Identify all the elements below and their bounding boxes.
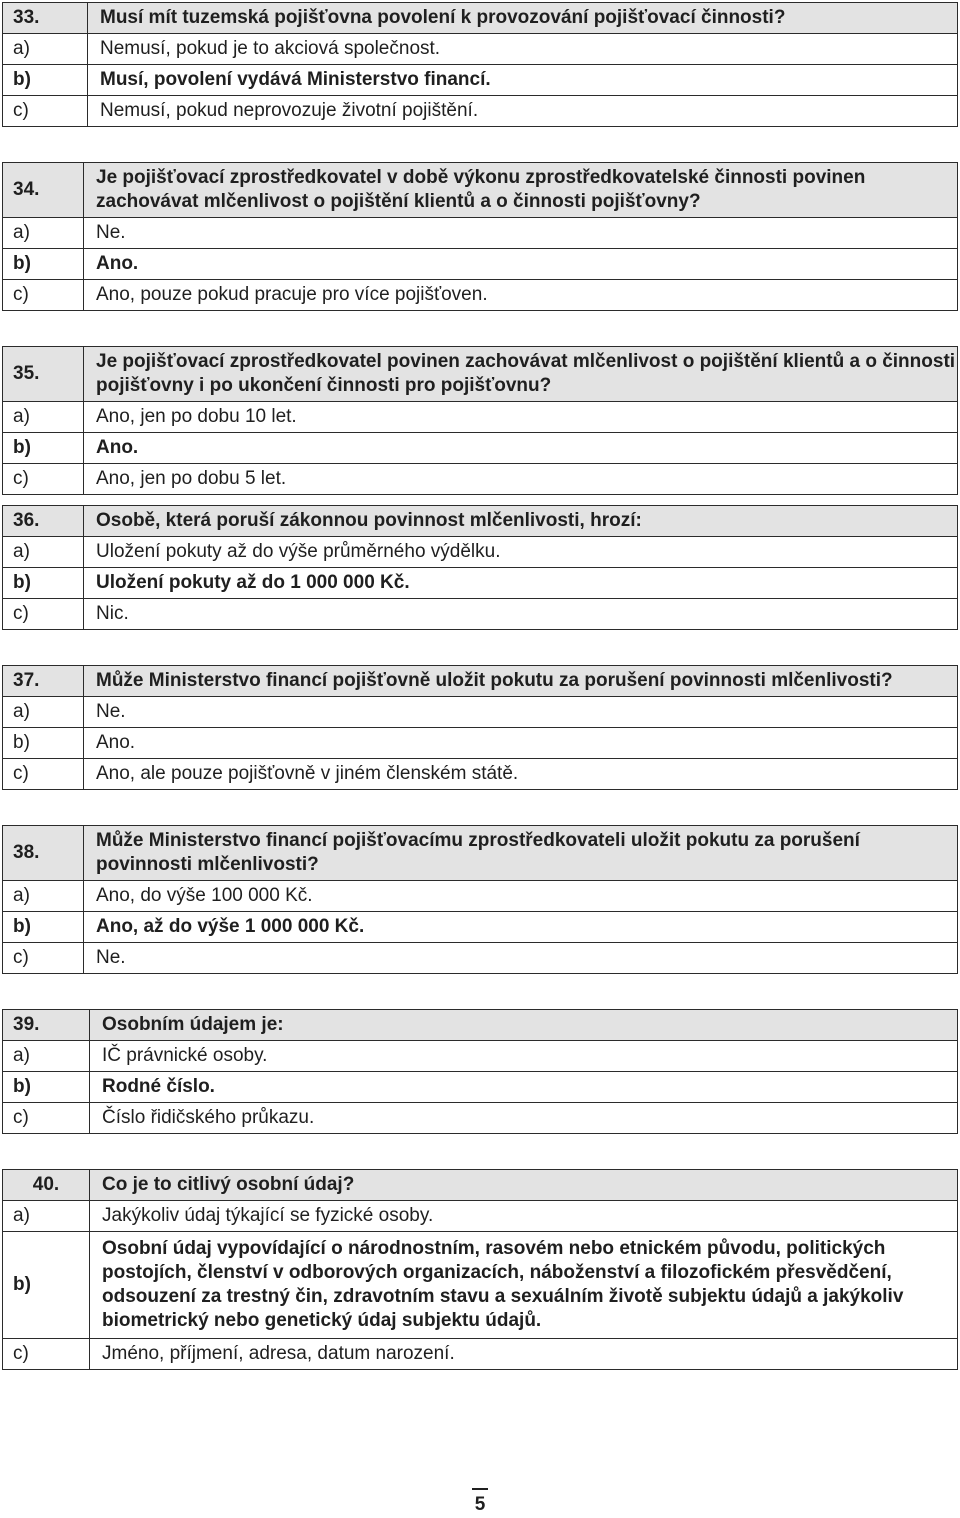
answer-label: b) [3, 1072, 90, 1103]
question-34 [2, 162, 958, 311]
answer-text: Ano, až do výše 1 000 000 Kč. [84, 912, 958, 943]
question-number: 36. [3, 506, 84, 537]
answer-row [3, 464, 958, 495]
answer-row [3, 1041, 958, 1072]
answer-text: Nemusí, pokud je to akciová společnost. [88, 34, 958, 65]
answer-label: a) [3, 1041, 90, 1072]
answer-row [3, 96, 958, 127]
answer-text: Rodné číslo. [90, 1072, 958, 1103]
answer-label: c) [3, 96, 88, 127]
answer-label: c) [3, 1339, 90, 1370]
answer-label: a) [3, 1201, 90, 1232]
question-39 [2, 1009, 958, 1134]
answer-row [3, 759, 958, 790]
question-text: Je pojišťovací zprostředkovatel v době výkonu zprostředkovatelské činnosti povinen zachovávat mlčenlivost o pojištění klientů a o činnosti pojišťovny? [84, 163, 958, 218]
answer-label: a) [3, 402, 84, 433]
answer-label: c) [3, 759, 84, 790]
question-row [3, 666, 958, 697]
answer-row [3, 943, 958, 974]
question-number: 39. [3, 1010, 90, 1041]
question-number: 34. [3, 163, 84, 218]
answer-row [3, 280, 958, 311]
answer-row [3, 218, 958, 249]
answer-text: Uložení pokuty až do 1 000 000 Kč. [84, 568, 958, 599]
question-35 [2, 346, 958, 495]
answer-label: b) [3, 1232, 90, 1339]
answer-row-correct [3, 433, 958, 464]
answer-text: Ne. [84, 943, 958, 974]
answer-row [3, 1103, 958, 1134]
question-row [3, 163, 958, 218]
answer-row-correct [3, 1232, 958, 1339]
answer-text: Nemusí, pokud neprovozuje životní pojištění. [88, 96, 958, 127]
question-row [3, 1010, 958, 1041]
answer-label: b) [3, 912, 84, 943]
answer-label: c) [3, 599, 84, 630]
question-number: 35. [3, 347, 84, 402]
page-number: 5 [474, 1494, 486, 1515]
answer-row [3, 697, 958, 728]
answer-row-correct [3, 912, 958, 943]
question-text: Osobě, která poruší zákonnou povinnost mlčenlivosti, hrozí: [84, 506, 958, 537]
answer-label: b) [3, 728, 84, 759]
answer-label: a) [3, 537, 84, 568]
answer-row [3, 881, 958, 912]
answer-row [3, 34, 958, 65]
question-text: Může Ministerstvo financí pojišťovacímu zprostředkovateli uložit pokutu za porušení povinnosti mlčenlivosti? [84, 826, 958, 881]
answer-row-correct [3, 249, 958, 280]
answer-text: Musí, povolení vydává Ministerstvo financí. [88, 65, 958, 96]
answer-text: Ne. [84, 697, 958, 728]
answer-text: IČ právnické osoby. [90, 1041, 958, 1072]
question-text: Je pojišťovací zprostředkovatel povinen zachovávat mlčenlivost o pojištění klientů a o činnosti pojišťovny i po ukončení činnosti pro pojišťovnu? [84, 347, 958, 402]
question-text: Co je to citlivý osobní údaj? [90, 1170, 958, 1201]
answer-text: Osobní údaj vypovídající o národnostním, rasovém nebo etnickém původu, politických postojích, členství v odborových organizacích, náboženství a filozofickém přesvědčení, odsouzení za trestný čin, zdravotním stavu a sexuálním životě subjektu údajů a jakýkoliv biometrický nebo genetický údaj subjektu údajů. [90, 1232, 958, 1339]
answer-text: Nic. [84, 599, 958, 630]
answer-row-correct [3, 568, 958, 599]
answer-label: b) [3, 568, 84, 599]
question-33 [2, 2, 958, 127]
answer-text: Ne. [84, 218, 958, 249]
page-number-rule [472, 1488, 488, 1490]
answer-row-correct [3, 65, 958, 96]
answer-label: c) [3, 280, 84, 311]
answer-label: a) [3, 34, 88, 65]
answer-label: c) [3, 943, 84, 974]
answer-row [3, 1339, 958, 1370]
answer-text: Ano, ale pouze pojišťovně v jiném členském státě. [84, 759, 958, 790]
question-37 [2, 665, 958, 790]
question-number: 33. [3, 3, 88, 34]
question-number: 37. [3, 666, 84, 697]
answer-text: Jakýkoliv údaj týkající se fyzické osoby. [90, 1201, 958, 1232]
question-row [3, 826, 958, 881]
answer-label: c) [3, 464, 84, 495]
question-text: Osobním údajem je: [90, 1010, 958, 1041]
answer-row-correct [3, 1072, 958, 1103]
question-number: 38. [3, 826, 84, 881]
answer-text: Ano. [84, 728, 958, 759]
question-number: 40. [3, 1170, 90, 1201]
question-40 [2, 1169, 958, 1370]
answer-row [3, 402, 958, 433]
answer-text: Ano, pouze pokud pracuje pro více pojišťoven. [84, 280, 958, 311]
answer-label: c) [3, 1103, 90, 1134]
answer-text: Ano. [84, 249, 958, 280]
question-36 [2, 505, 958, 630]
answer-row [3, 728, 958, 759]
question-row [3, 3, 958, 34]
question-text: Musí mít tuzemská pojišťovna povolení k provozování pojišťovací činnosti? [88, 3, 958, 34]
answer-text: Uložení pokuty až do výše průměrného výdělku. [84, 537, 958, 568]
answer-label: b) [3, 65, 88, 96]
answer-text: Ano, do výše 100 000 Kč. [84, 881, 958, 912]
answer-row [3, 1201, 958, 1232]
question-row [3, 1170, 958, 1201]
answer-text: Jméno, příjmení, adresa, datum narození. [90, 1339, 958, 1370]
answer-label: a) [3, 218, 84, 249]
answer-label: b) [3, 249, 84, 280]
answer-row [3, 599, 958, 630]
answer-text: Ano, jen po dobu 10 let. [84, 402, 958, 433]
answer-row [3, 537, 958, 568]
question-row [3, 347, 958, 402]
answer-label: a) [3, 881, 84, 912]
answer-text: Číslo řidičského průkazu. [90, 1103, 958, 1134]
question-row [3, 506, 958, 537]
answer-label: a) [3, 697, 84, 728]
answer-text: Ano, jen po dobu 5 let. [84, 464, 958, 495]
answer-text: Ano. [84, 433, 958, 464]
question-text: Může Ministerstvo financí pojišťovně uložit pokutu za porušení povinnosti mlčenlivosti? [84, 666, 958, 697]
question-38 [2, 825, 958, 974]
answer-label: b) [3, 433, 84, 464]
